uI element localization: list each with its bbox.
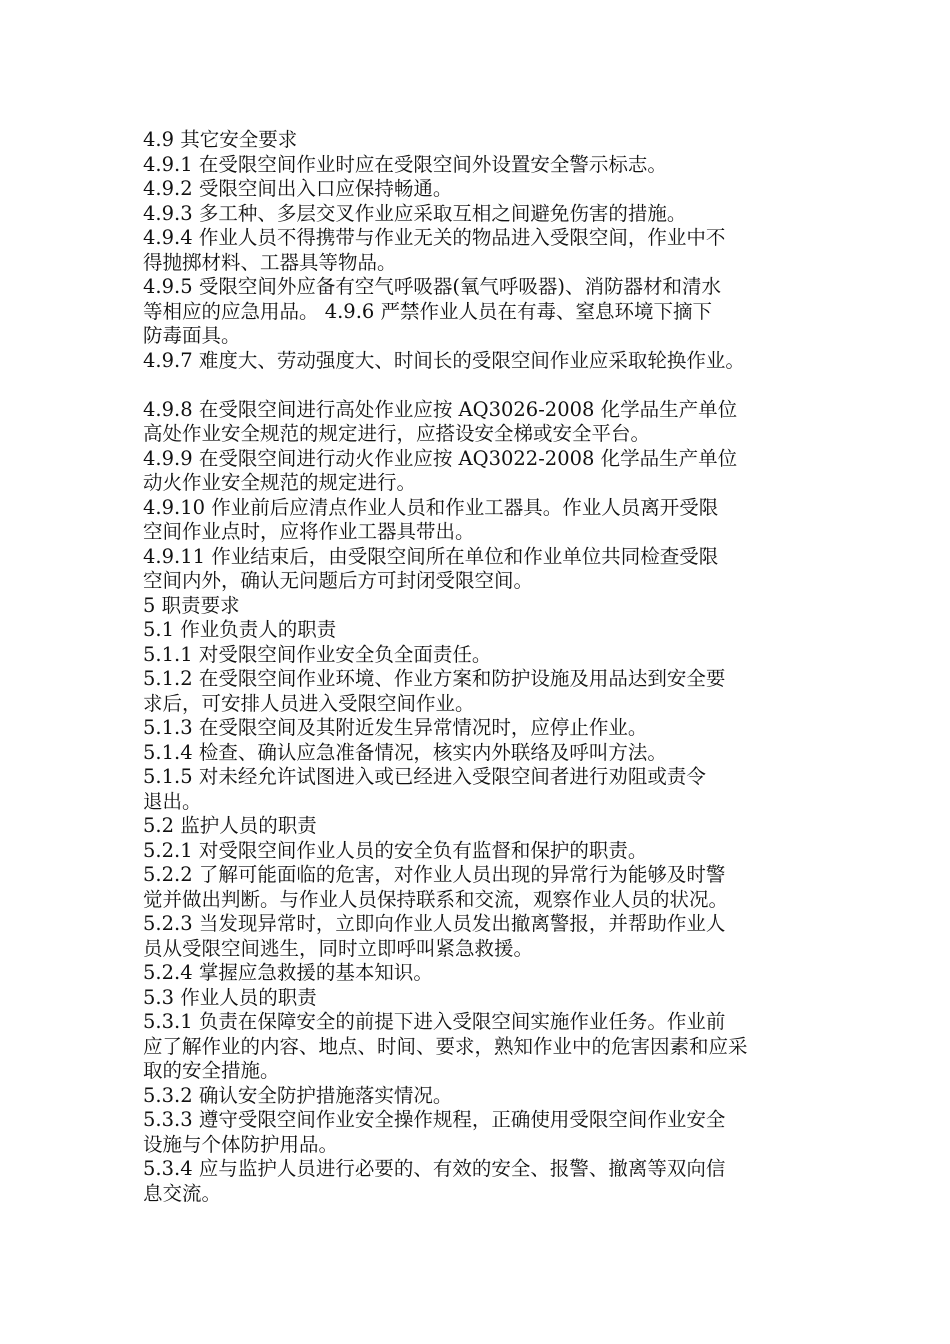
text-line: 空间作业点时，应将作业工器具带出。 (143, 520, 475, 543)
text-line: 5.3.2 确认安全防护措施落实情况。 (143, 1083, 453, 1107)
text-line: 5.1 作业负责人的职责 (143, 618, 337, 641)
text-line: 4.9.2 受限空间出入口应保持畅通。 (143, 177, 453, 200)
text-line: 5.2.3 当发现异常时，立即向作业人员发出撤离警报，并帮助作业人 (143, 912, 726, 935)
text-line: 5.1.1 对受限空间作业安全负全面责任。 (143, 642, 492, 666)
text-line: 息交流。 (143, 1181, 222, 1205)
text-line: 空间内外，确认无问题后方可封闭受限空间。 (143, 569, 534, 592)
text-line: 4.9.5 受限空间外应备有空气呼吸器(氧气呼吸器)、消防器材和清水 (143, 275, 722, 298)
text-line: 4.9.3 多工种、多层交叉作业应采取互相之间避免伤害的措施。 (143, 201, 687, 225)
text-line: 4.9.10 作业前后应清点作业人员和作业工器具。作业人员离开受限 (143, 495, 719, 519)
text-line: 5.3.1 负责在保障安全的前提下进入受限空间实施作业任务。作业前 (143, 1010, 726, 1033)
blank-line (143, 373, 823, 398)
text-line: 员从受限空间逃生，同时立即呼叫紧急救援。 (143, 936, 534, 960)
text-line: 觉并做出判断。与作业人员保持联系和交流，观察作业人员的状况。 (143, 887, 729, 911)
text-line: 应了解作业的内容、地点、时间、要求，熟知作业中的危害因素和应采 (143, 1034, 748, 1058)
text-line: 5.1.4 检查、确认应急准备情况，核实内外联络及呼叫方法。 (143, 740, 667, 764)
text-line: 4.9.4 作业人员不得携带与作业无关的物品进入受限空间，作业中不 (143, 226, 726, 249)
text-line: 4.9.8 在受限空间进行高处作业应按 AQ3026-2008 化学品生产单位 (143, 397, 738, 421)
text-line: 4.9.7 难度大、劳动强度大、时间长的受限空间作业应采取轮换作业。 (143, 348, 745, 372)
text-line: 5.3 作业人员的职责 (143, 985, 317, 1009)
text-line: 5.2 监护人员的职责 (143, 814, 317, 837)
text-line: 5.2.4 掌握应急救援的基本知识。 (143, 961, 433, 984)
text-line: 5.1.3 在受限空间及其附近发生异常情况时，应停止作业。 (143, 716, 648, 739)
text-line: 求后，可安排人员进入受限空间作业。 (143, 691, 475, 715)
text-line: 防毒面具。 (143, 324, 241, 347)
text-line: 等相应的应急用品。 4.9.6 严禁作业人员在有毒、窒息环境下摘下 (143, 299, 713, 323)
text-line: 5.1.5 对未经允许试图进入或已经进入受限空间者进行劝阻或责令 (143, 765, 706, 788)
text-line: 5 职责要求 (143, 593, 240, 617)
text-line: 设施与个体防护用品。 (143, 1132, 339, 1156)
text-line: 4.9.1 在受限空间作业时应在受限空间外设置安全警示标志。 (143, 152, 667, 176)
text-line: 退出。 (143, 789, 202, 813)
text-line: 得抛掷材料、工器具等物品。 (143, 250, 397, 274)
text-line: 5.2.1 对受限空间作业人员的安全负有监督和保护的职责。 (143, 838, 648, 862)
text-line: 4.9 其它安全要求 (143, 128, 298, 151)
document-body (143, 128, 823, 1206)
text-line: 取的安全措施。 (143, 1059, 280, 1082)
text-line: 5.1.2 在受限空间作业环境、作业方案和防护设施及用品达到安全要 (143, 667, 726, 690)
text-line: 5.3.3 遵守受限空间作业安全操作规程，正确使用受限空间作业安全 (143, 1108, 726, 1131)
text-line: 5.2.2 了解可能面临的危害，对作业人员出现的异常行为能够及时警 (143, 863, 726, 886)
text-line: 5.3.4 应与监护人员进行必要的、有效的安全、报警、撤离等双向信 (143, 1157, 726, 1180)
text-line: 高处作业安全规范的规定进行，应搭设安全梯或安全平台。 (143, 422, 651, 445)
text-line: 动火作业安全规范的规定进行。 (143, 471, 417, 494)
text-line: 4.9.9 在受限空间进行动火作业应按 AQ3022-2008 化学品生产单位 (143, 446, 738, 470)
text-line: 4.9.11 作业结束后，由受限空间所在单位和作业单位共同检查受限 (143, 544, 719, 568)
